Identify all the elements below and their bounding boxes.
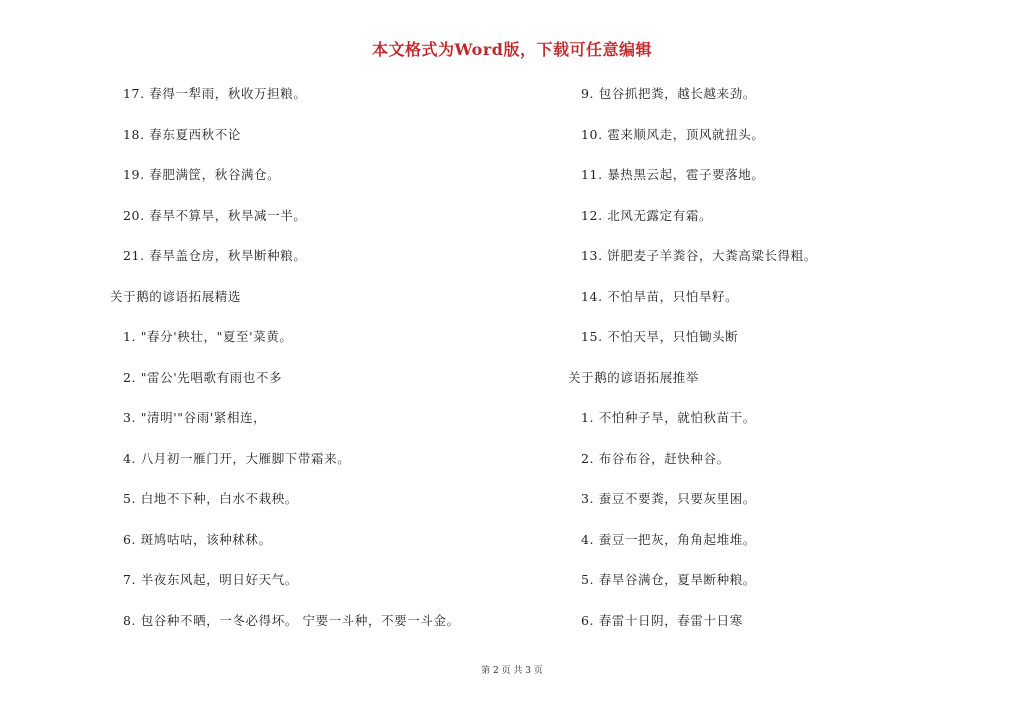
list-item: 18. 春东夏西秋不论 — [123, 126, 241, 142]
page-number-footer: 第 2 页 共 3 页 — [481, 666, 543, 676]
list-item: 13. 饼肥麦子羊粪谷，大粪高粱长得粗。 — [581, 248, 817, 263]
list-item: 20. 春旱不算旱，秋旱减一半。 — [123, 207, 307, 223]
list-item: 14. 不怕旱苗，只怕旱籽。 — [581, 288, 739, 304]
list-item: 4. 蚕豆一把灰，角角起堆堆。 — [581, 531, 756, 547]
list-item: 2. 布谷布谷，赶快种谷。 — [581, 450, 730, 466]
list-item: 17. 春得一犁雨，秋收万担粮。 — [123, 86, 307, 101]
list-item: 4. 八月初一雁门开，大雁脚下带霜来。 — [123, 450, 351, 466]
list-item: 12. 北风无露定有霜。 — [581, 207, 713, 223]
list-item: 6. 斑鸠咕咕，该种秫秫。 — [123, 531, 272, 547]
list-item: 1. 不怕种子旱，就怕秋苗干。 — [581, 410, 756, 425]
list-item: 10. 雹来顺风走，顶风就扭头。 — [581, 126, 765, 142]
list-item: 8. 包谷种不晒，一冬必得坏。 宁要一斗种，不要一斗金。 — [123, 612, 460, 628]
list-item: 2. "雷公'先唱歌有雨也不多 — [123, 369, 283, 385]
list-item: 19. 春肥满筐，秋谷满仓。 — [123, 167, 281, 182]
list-item: 5. 春旱谷满仓，夏旱断种粮。 — [581, 572, 756, 587]
section-heading: 关于鹅的谚语拓展推举 — [568, 369, 700, 385]
list-item: 6. 春雷十日阴，春雷十日寒 — [581, 612, 743, 628]
list-item: 1. "春分'秧壮，"夏至'菜黄。 — [123, 329, 293, 344]
list-item: 5. 白地不下种，白水不栽秧。 — [123, 491, 298, 506]
right-column — [568, 79, 1008, 646]
left-column — [110, 79, 550, 646]
section-heading: 关于鹅的谚语拓展精选 — [110, 288, 242, 304]
list-item: 7. 半夜东风起，明日好天气。 — [123, 572, 298, 587]
document-header: 本文格式为Word版，下载可任意编辑 — [372, 40, 652, 59]
list-item: 3. "清明'"谷雨'紧相连， — [123, 410, 267, 425]
list-item: 21. 春旱盖仓房，秋旱断种粮。 — [123, 248, 307, 263]
list-item: 11. 暴热黑云起，雹子要落地。 — [581, 167, 765, 182]
list-item: 15. 不怕天旱，只怕锄头断 — [581, 329, 739, 344]
list-item: 3. 蚕豆不要粪，只要灰里困。 — [581, 491, 756, 506]
list-item: 9. 包谷抓把粪，越长越来劲。 — [581, 86, 756, 101]
